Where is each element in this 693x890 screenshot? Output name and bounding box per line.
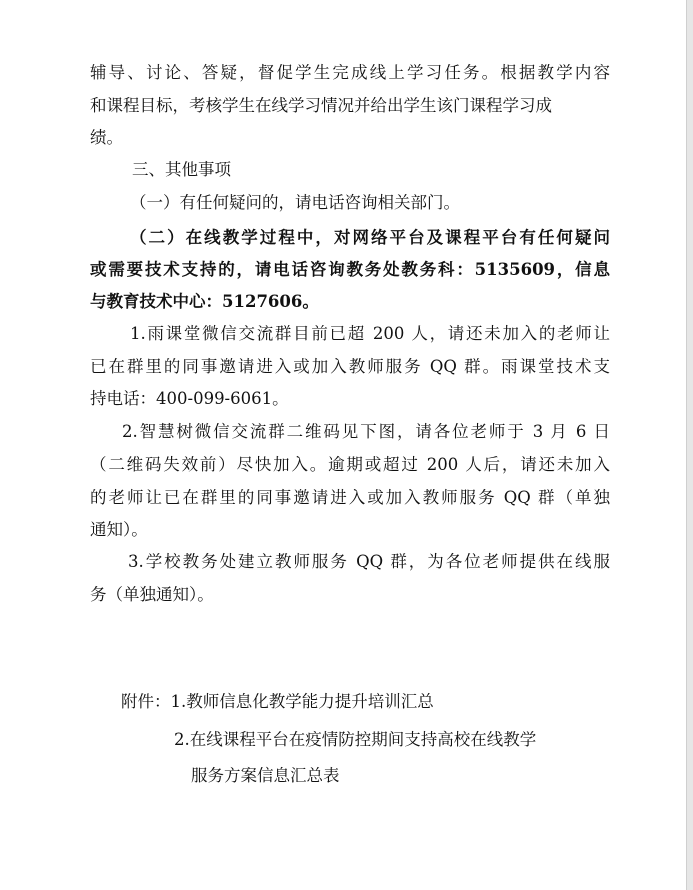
point-one-line: 1.雨课堂微信交流群目前已超 200 人，请还未加入的老师让 [130, 324, 610, 343]
point-two-line: （二维码失效前）尽快加入。逾期或超过 200 人后，请还未加入 [90, 455, 610, 474]
point-three-line: 3.学校教务处建立教师服务 QQ 群，为各位老师提供在线服 [128, 552, 610, 571]
attachment-item-continued: 服务方案信息汇总表 [191, 766, 340, 785]
item-two-line: 或需要技术支持的，请电话咨询教务处教务科：5135609，信息 [90, 260, 610, 279]
item-two-line: （二）在线教学过程中，对网络平台及课程平台有任何疑问 [130, 228, 610, 247]
paragraph-line: 和课程目标，考核学生在线学习情况并给出学生该门课程学习成 [90, 96, 552, 115]
paragraph-line: 绩。 [90, 128, 123, 147]
point-three-line: 务（单独通知）。 [90, 585, 214, 604]
attachments-label-text: 附件： [121, 692, 171, 711]
item-two-line: 与教育技术中心：5127606。 [90, 292, 319, 311]
page-edge-divider [686, 0, 693, 890]
point-two-line: 2.智慧树微信交流群二维码见下图，请各位老师于 3 月 6 日 [122, 422, 610, 441]
attachment-item: 1.教师信息化教学能力提升培训汇总 [170, 692, 434, 711]
paragraph-line: 辅导、讨论、答疑，督促学生完成线上学习任务。根据教学内容 [90, 63, 610, 82]
point-one-line: 已在群里的同事邀请进入或加入教师服务 QQ 群。雨课堂技术支 [90, 357, 610, 376]
point-two-line: 的老师让已在群里的同事邀请进入或加入教师服务 QQ 群（单独 [90, 488, 610, 507]
point-one-line: 持电话：400-099-6061。 [90, 389, 289, 408]
attachments-label [121, 692, 641, 712]
attachment-item: 2.在线课程平台在疫情防控期间支持高校在线教学 [174, 730, 537, 749]
section-heading: 三、其他事项 [132, 160, 231, 179]
item-one: （一）有任何疑问的，请电话咨询相关部门。 [130, 193, 460, 212]
point-two-line: 通知）。 [90, 520, 148, 539]
